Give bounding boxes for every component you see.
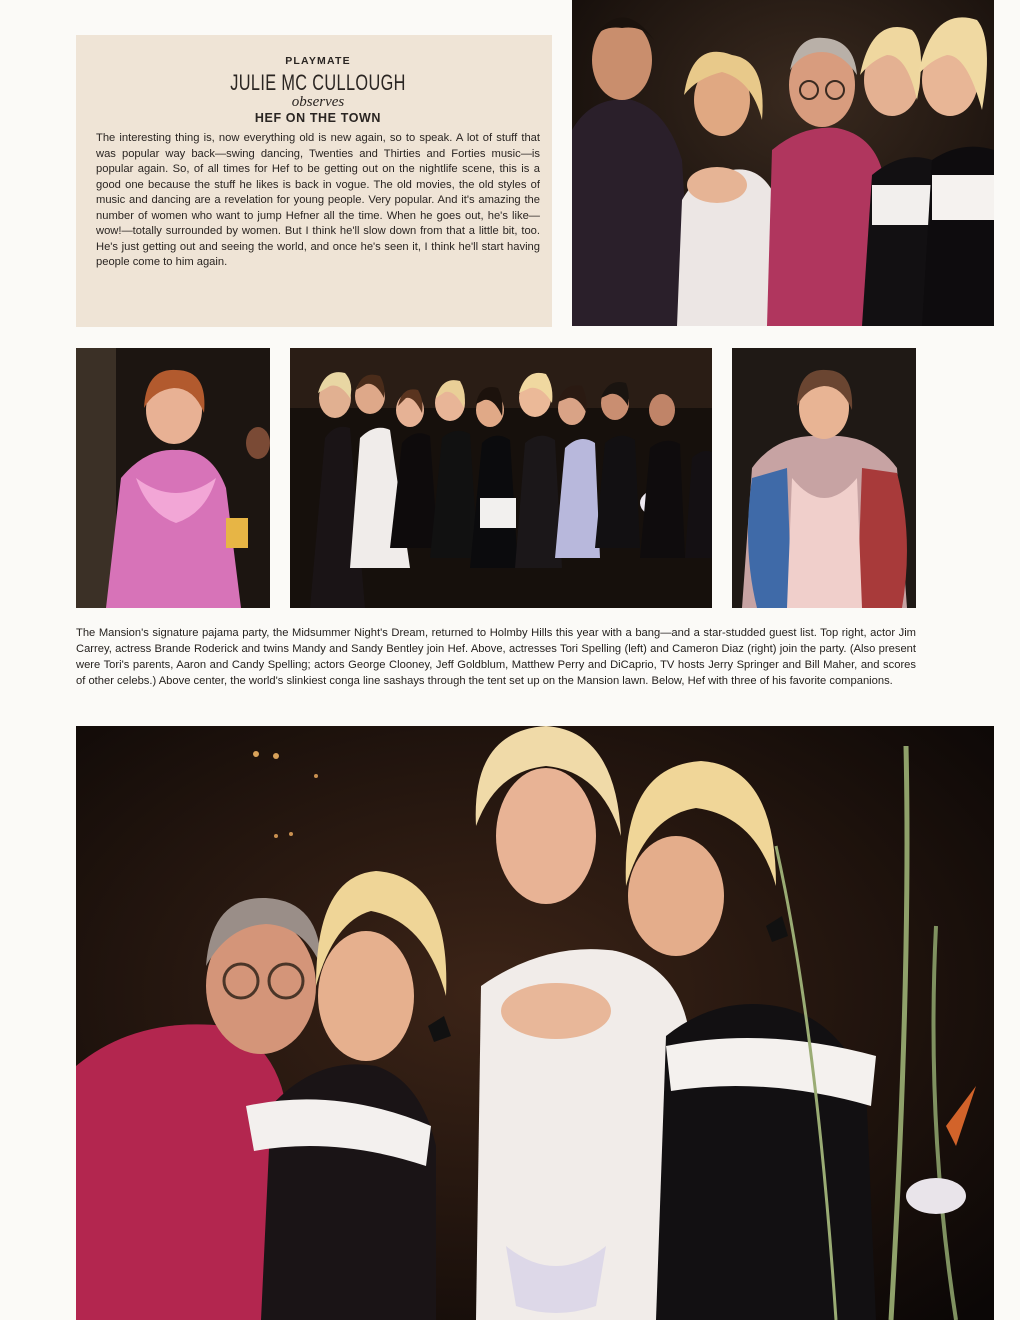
photo-top-right bbox=[572, 0, 994, 326]
photo-center bbox=[290, 348, 712, 608]
photo-bottom bbox=[76, 726, 994, 1320]
photo-caption: The Mansion's signature pajama party, the Midsummer Night's Dream, returned to Holmby Hills this year with a bang—and a star-studded guest list. Top right, actor Jim Carrey, actress Brande Roderick and twins Mandy and Sandy Bentley join Hef. Above, actresses Tori Spelling (left) and Cameron Diaz (right) join the party. (Also present were Tori's parents, Aaron and Candy Spelling; actors George Clooney, Jeff Goldblum, Matthew Perry and DiCaprio, TV hosts Jerry Springer and Bill Maher, and scores of other celebs.) Above center, the world's slinkiest conga line sashays through the tent set up on the Mansion lawn. Below, Hef with three of his favorite companions. bbox=[76, 627, 916, 687]
photo-left bbox=[76, 348, 270, 608]
sidebar-verb: observes bbox=[291, 94, 345, 110]
sidebar-topic: HEF ON THE TOWN bbox=[254, 111, 382, 125]
photo-right bbox=[732, 348, 916, 608]
sidebar-kicker: PLAYMATE bbox=[285, 55, 351, 67]
sidebar-name: JULIE MC CULLOUGH bbox=[230, 70, 406, 95]
sidebar-body: The interesting thing is, now everything old is new again, so to speak. A lot of stuff that was popular way back—swing dancing, Twenties and Thirties and Forties music—is popular again. So, of all times for Hef to be getting out on the nightlife scene, this is a good one because the stuff he likes is back in vogue. The old movies, the old styles of music and dancing are a revelation for young people. Very popular. And it's amazing the number of women who want to jump Hefner all the time. When he goes out, he's like—wow!—totally surrounded by women. But I think he'll slow down from that a little bit, too. He's just getting out and seeing the world, and once he's seen it, I think he'll start having people come to him again. bbox=[96, 132, 540, 268]
sidebar-box bbox=[76, 35, 552, 327]
